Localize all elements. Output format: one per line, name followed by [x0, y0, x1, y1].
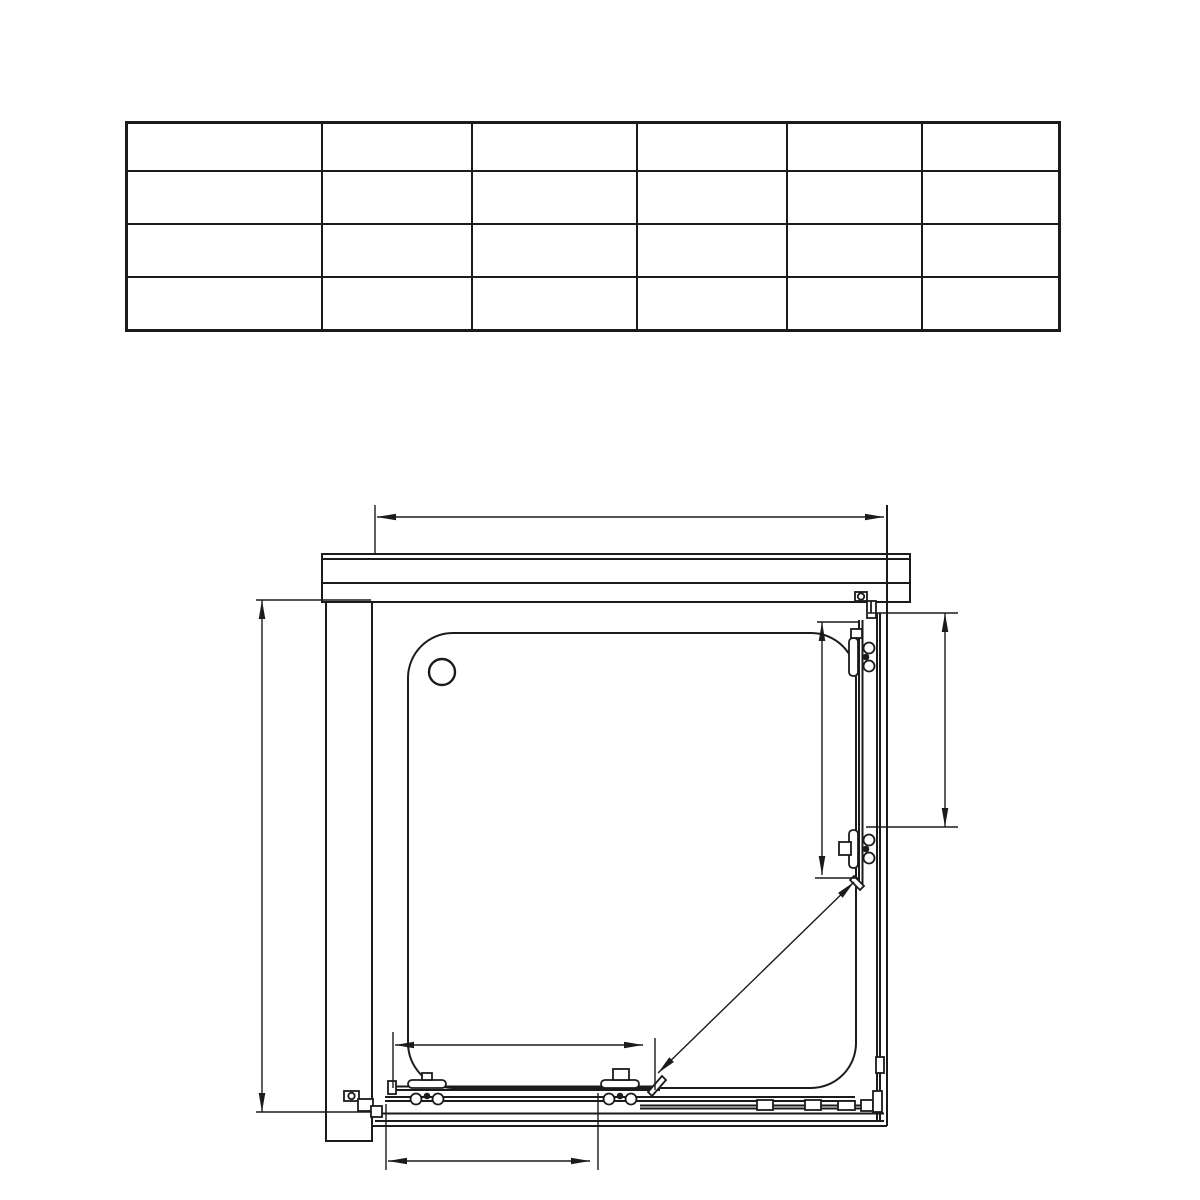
- wall-left: [326, 602, 372, 1141]
- drain-circle: [429, 659, 455, 685]
- wall-top: [322, 554, 910, 602]
- enclosure-frame: [372, 505, 887, 1126]
- dim-d-diagonal-line: [658, 882, 854, 1073]
- dimension-arrowheads: [259, 514, 949, 1165]
- shower-tray: [408, 633, 856, 1088]
- door-hardware: [344, 592, 884, 1117]
